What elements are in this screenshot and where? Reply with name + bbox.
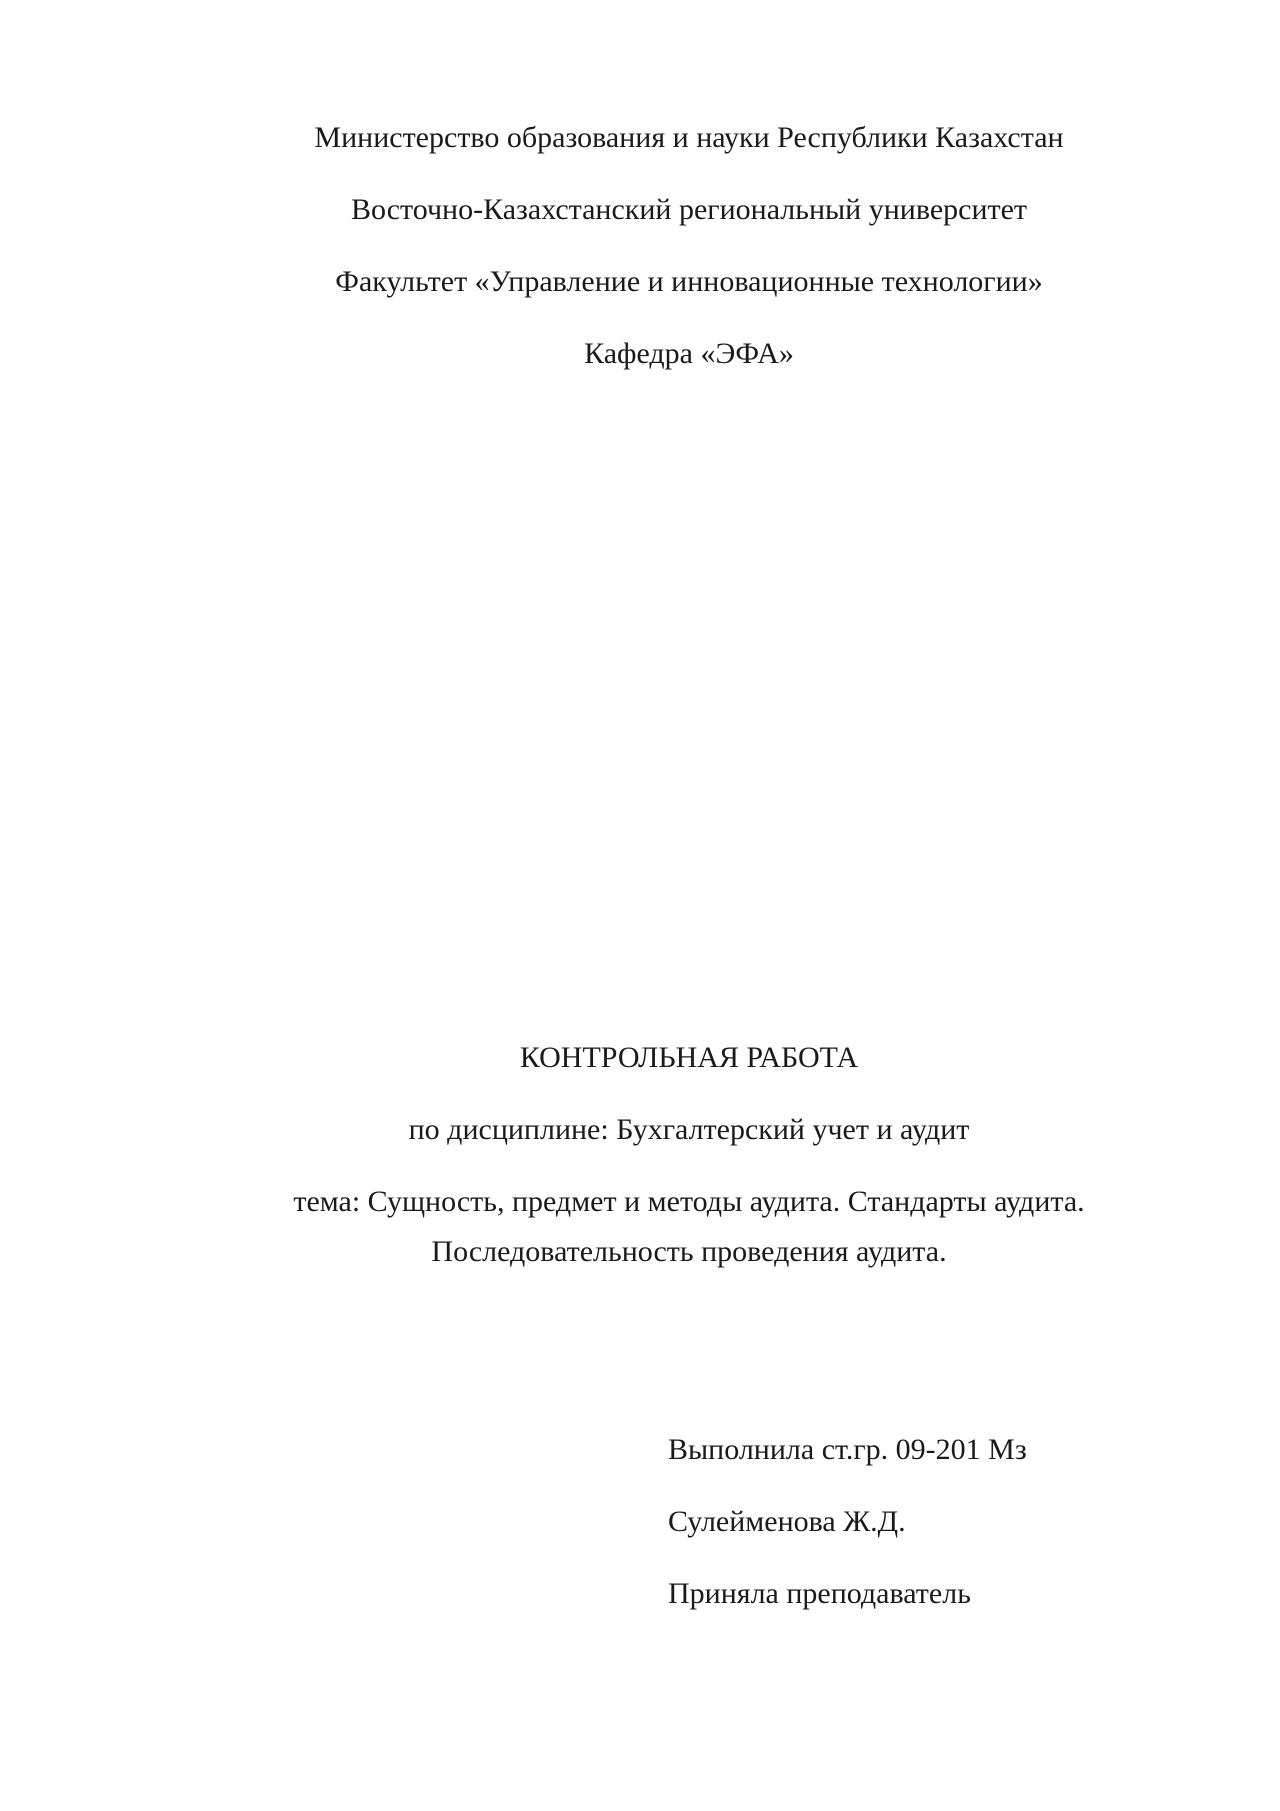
faculty-line: Факультет «Управление и инновационные технологии» bbox=[335, 265, 1043, 298]
topic-line-1: тема: Сущность, предмет и методы аудита. Стандарты аудита. bbox=[293, 1185, 1085, 1218]
work-type-title: КОНТРОЛЬНАЯ РАБОТА bbox=[519, 1041, 859, 1074]
university-line: Восточно-Казахстанский региональный университет bbox=[350, 193, 1028, 226]
discipline-line: по дисциплине: Бухгалтерский учет и аудит bbox=[408, 1113, 970, 1146]
ministry-line: Министерство образования и науки Республики Казахстан bbox=[314, 121, 1064, 154]
department-line: Кафедра «ЭФА» bbox=[584, 337, 794, 370]
performed-by-line: Выполнила ст.гр. 09-201 Мз bbox=[668, 1433, 1027, 1466]
student-name-line: Сулейменова Ж.Д. bbox=[668, 1505, 906, 1538]
topic-line-2: Последовательность проведения аудита. bbox=[431, 1235, 947, 1268]
accepted-by-line: Приняла преподаватель bbox=[668, 1577, 971, 1610]
